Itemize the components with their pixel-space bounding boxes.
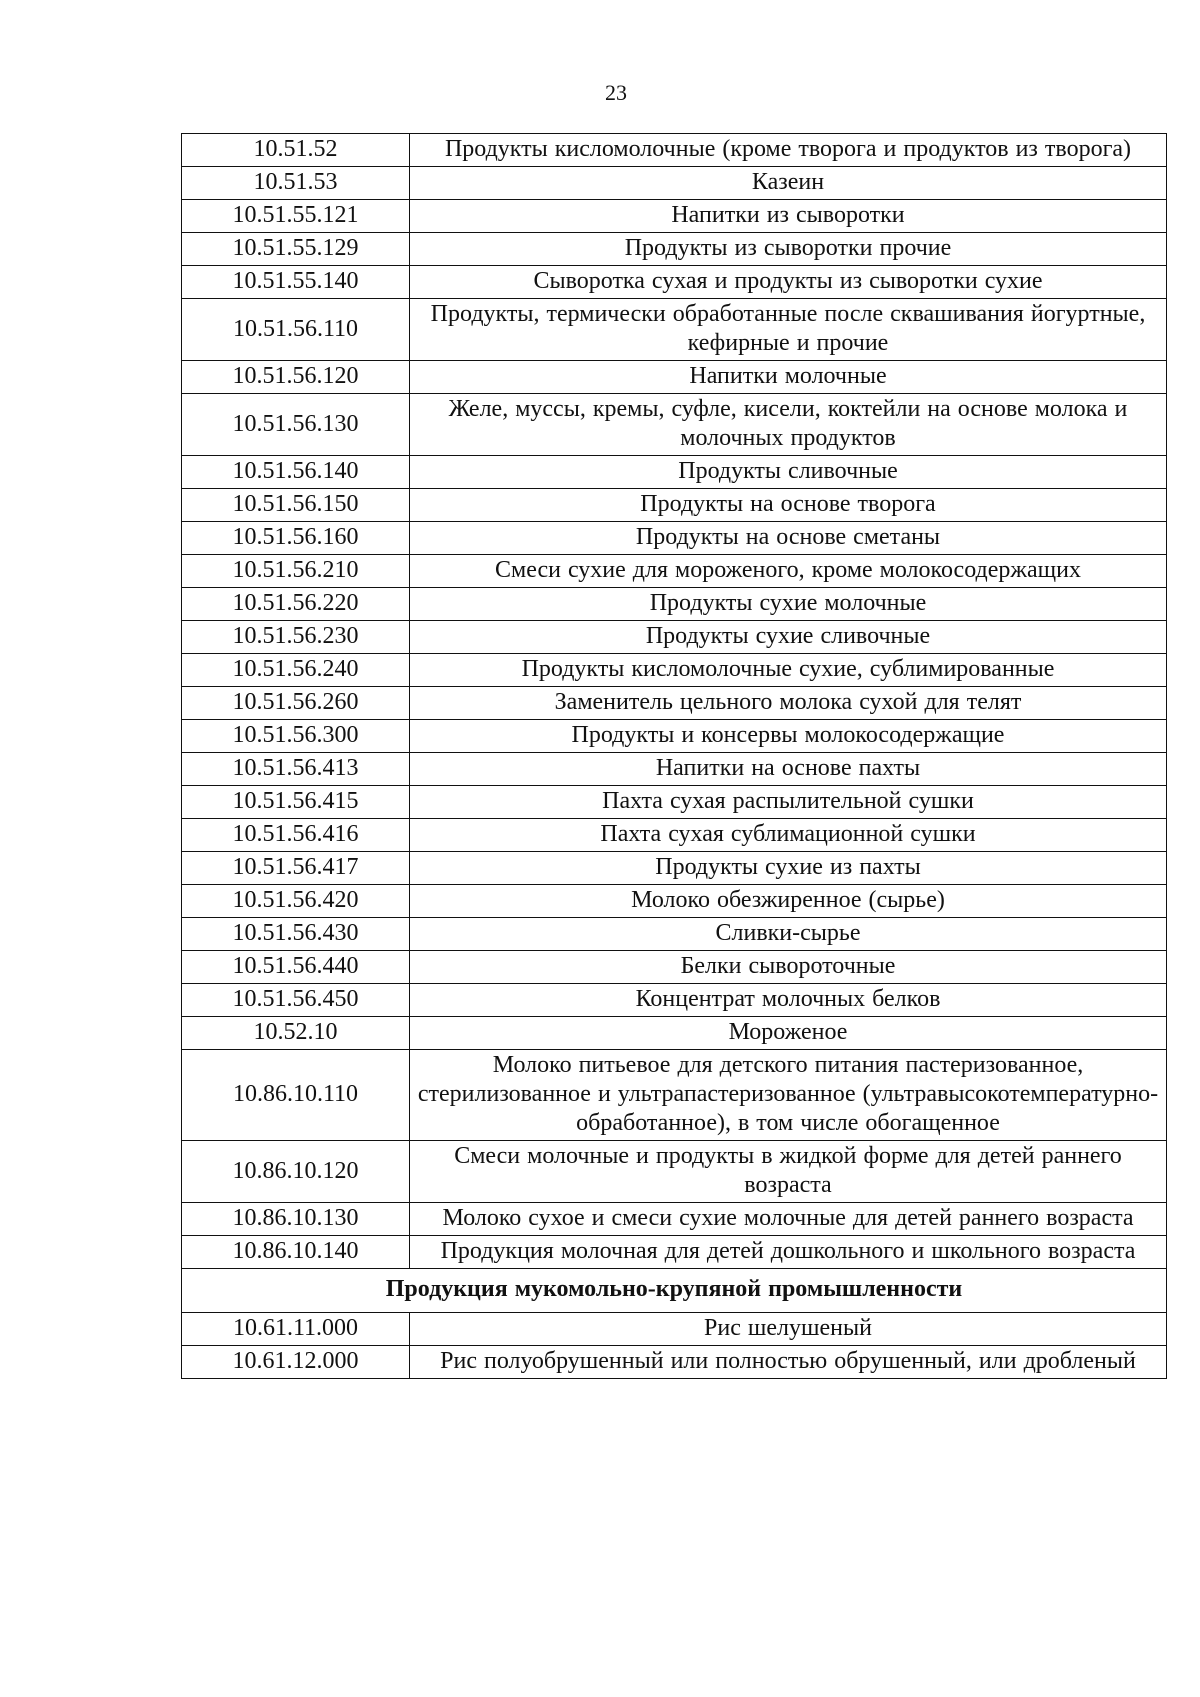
code-cell: 10.86.10.130 <box>182 1203 410 1236</box>
table-row <box>182 456 1167 489</box>
code-cell: 10.51.55.140 <box>182 266 410 299</box>
code-cell: 10.51.56.450 <box>182 984 410 1017</box>
name-cell: Продукты на основе сметаны <box>410 522 1167 555</box>
table-row <box>182 588 1167 621</box>
name-cell: Напитки молочные <box>410 361 1167 394</box>
code-cell: 10.86.10.120 <box>182 1141 410 1203</box>
table-row <box>182 951 1167 984</box>
table-row <box>182 621 1167 654</box>
name-cell: Рис шелушеный <box>410 1313 1167 1346</box>
code-cell: 10.51.56.230 <box>182 621 410 654</box>
code-cell: 10.52.10 <box>182 1017 410 1050</box>
code-cell: 10.51.56.160 <box>182 522 410 555</box>
table-row <box>182 394 1167 456</box>
section-heading: Продукция мукомольно-крупяной промышленности <box>182 1269 1167 1313</box>
table-row <box>182 134 1167 167</box>
code-cell: 10.51.52 <box>182 134 410 167</box>
code-cell: 10.51.56.210 <box>182 555 410 588</box>
name-cell: Мороженое <box>410 1017 1167 1050</box>
table-row <box>182 786 1167 819</box>
name-cell: Напитки из сыворотки <box>410 200 1167 233</box>
name-cell: Продукция молочная для детей дошкольного и школьного возраста <box>410 1236 1167 1269</box>
code-cell: 10.51.56.120 <box>182 361 410 394</box>
code-cell: 10.51.56.420 <box>182 885 410 918</box>
name-cell: Продукты сливочные <box>410 456 1167 489</box>
code-cell: 10.51.56.220 <box>182 588 410 621</box>
name-cell: Продукты сухие из пахты <box>410 852 1167 885</box>
name-cell: Желе, муссы, кремы, суфле, кисели, коктейли на основе молока и молочных продуктов <box>410 394 1167 456</box>
name-cell: Концентрат молочных белков <box>410 984 1167 1017</box>
table-row <box>182 753 1167 786</box>
name-cell: Продукты кисломолочные сухие, сублимированные <box>410 654 1167 687</box>
name-cell: Молоко питьевое для детского питания пастеризованное, стерилизованное и ультрапастеризованное (ультравысокотемпературно-обработанное), в том числе обогащенное <box>410 1050 1167 1141</box>
table-row <box>182 1017 1167 1050</box>
table-row <box>182 687 1167 720</box>
table-row <box>182 654 1167 687</box>
table-body <box>182 134 1167 1379</box>
table-row <box>182 1236 1167 1269</box>
code-cell: 10.61.11.000 <box>182 1313 410 1346</box>
table-row <box>182 918 1167 951</box>
table-row <box>182 1313 1167 1346</box>
code-cell: 10.51.56.416 <box>182 819 410 852</box>
name-cell: Заменитель цельного молока сухой для телят <box>410 687 1167 720</box>
code-cell: 10.51.53 <box>182 167 410 200</box>
table-row <box>182 819 1167 852</box>
code-cell: 10.51.56.150 <box>182 489 410 522</box>
table-row <box>182 361 1167 394</box>
table-row <box>182 489 1167 522</box>
section-heading-row <box>182 1269 1167 1313</box>
code-cell: 10.51.56.440 <box>182 951 410 984</box>
table-row <box>182 555 1167 588</box>
code-cell: 10.86.10.110 <box>182 1050 410 1141</box>
name-cell: Продукты на основе творога <box>410 489 1167 522</box>
product-codes-table <box>181 133 1167 1379</box>
table-row <box>182 200 1167 233</box>
name-cell: Продукты кисломолочные (кроме творога и продуктов из творога) <box>410 134 1167 167</box>
table-row <box>182 1346 1167 1379</box>
code-cell: 10.51.56.415 <box>182 786 410 819</box>
code-cell: 10.51.56.413 <box>182 753 410 786</box>
code-cell: 10.86.10.140 <box>182 1236 410 1269</box>
code-cell: 10.51.56.417 <box>182 852 410 885</box>
name-cell: Продукты и консервы молокосодержащие <box>410 720 1167 753</box>
name-cell: Смеси сухие для мороженого, кроме молокосодержащих <box>410 555 1167 588</box>
table-row <box>182 852 1167 885</box>
page-number: 23 <box>605 80 627 105</box>
name-cell: Пахта сухая сублимационной сушки <box>410 819 1167 852</box>
name-cell: Напитки на основе пахты <box>410 753 1167 786</box>
table-row <box>182 1141 1167 1203</box>
name-cell: Молоко обезжиренное (сырье) <box>410 885 1167 918</box>
name-cell: Молоко сухое и смеси сухие молочные для детей раннего возраста <box>410 1203 1167 1236</box>
name-cell: Белки сывороточные <box>410 951 1167 984</box>
code-cell: 10.51.56.300 <box>182 720 410 753</box>
name-cell: Казеин <box>410 167 1167 200</box>
code-cell: 10.61.12.000 <box>182 1346 410 1379</box>
code-cell: 10.51.56.110 <box>182 299 410 361</box>
code-cell: 10.51.56.240 <box>182 654 410 687</box>
table-row <box>182 167 1167 200</box>
table-row <box>182 885 1167 918</box>
name-cell: Продукты сухие сливочные <box>410 621 1167 654</box>
code-cell: 10.51.56.130 <box>182 394 410 456</box>
table-row <box>182 1203 1167 1236</box>
name-cell: Пахта сухая распылительной сушки <box>410 786 1167 819</box>
name-cell: Рис полуобрушенный или полностью обрушенный, или дробленый <box>410 1346 1167 1379</box>
table-row <box>182 720 1167 753</box>
code-cell: 10.51.56.260 <box>182 687 410 720</box>
name-cell: Сыворотка сухая и продукты из сыворотки сухие <box>410 266 1167 299</box>
table-row <box>182 266 1167 299</box>
code-cell: 10.51.55.121 <box>182 200 410 233</box>
code-cell: 10.51.56.140 <box>182 456 410 489</box>
name-cell: Продукты сухие молочные <box>410 588 1167 621</box>
table-row <box>182 299 1167 361</box>
name-cell: Смеси молочные и продукты в жидкой форме для детей раннего возраста <box>410 1141 1167 1203</box>
name-cell: Продукты, термически обработанные после сквашивания йогуртные, кефирные и прочие <box>410 299 1167 361</box>
code-cell: 10.51.55.129 <box>182 233 410 266</box>
table-row <box>182 984 1167 1017</box>
table-row <box>182 233 1167 266</box>
table-row <box>182 1050 1167 1141</box>
name-cell: Сливки-сырье <box>410 918 1167 951</box>
table-row <box>182 522 1167 555</box>
code-cell: 10.51.56.430 <box>182 918 410 951</box>
name-cell: Продукты из сыворотки прочие <box>410 233 1167 266</box>
